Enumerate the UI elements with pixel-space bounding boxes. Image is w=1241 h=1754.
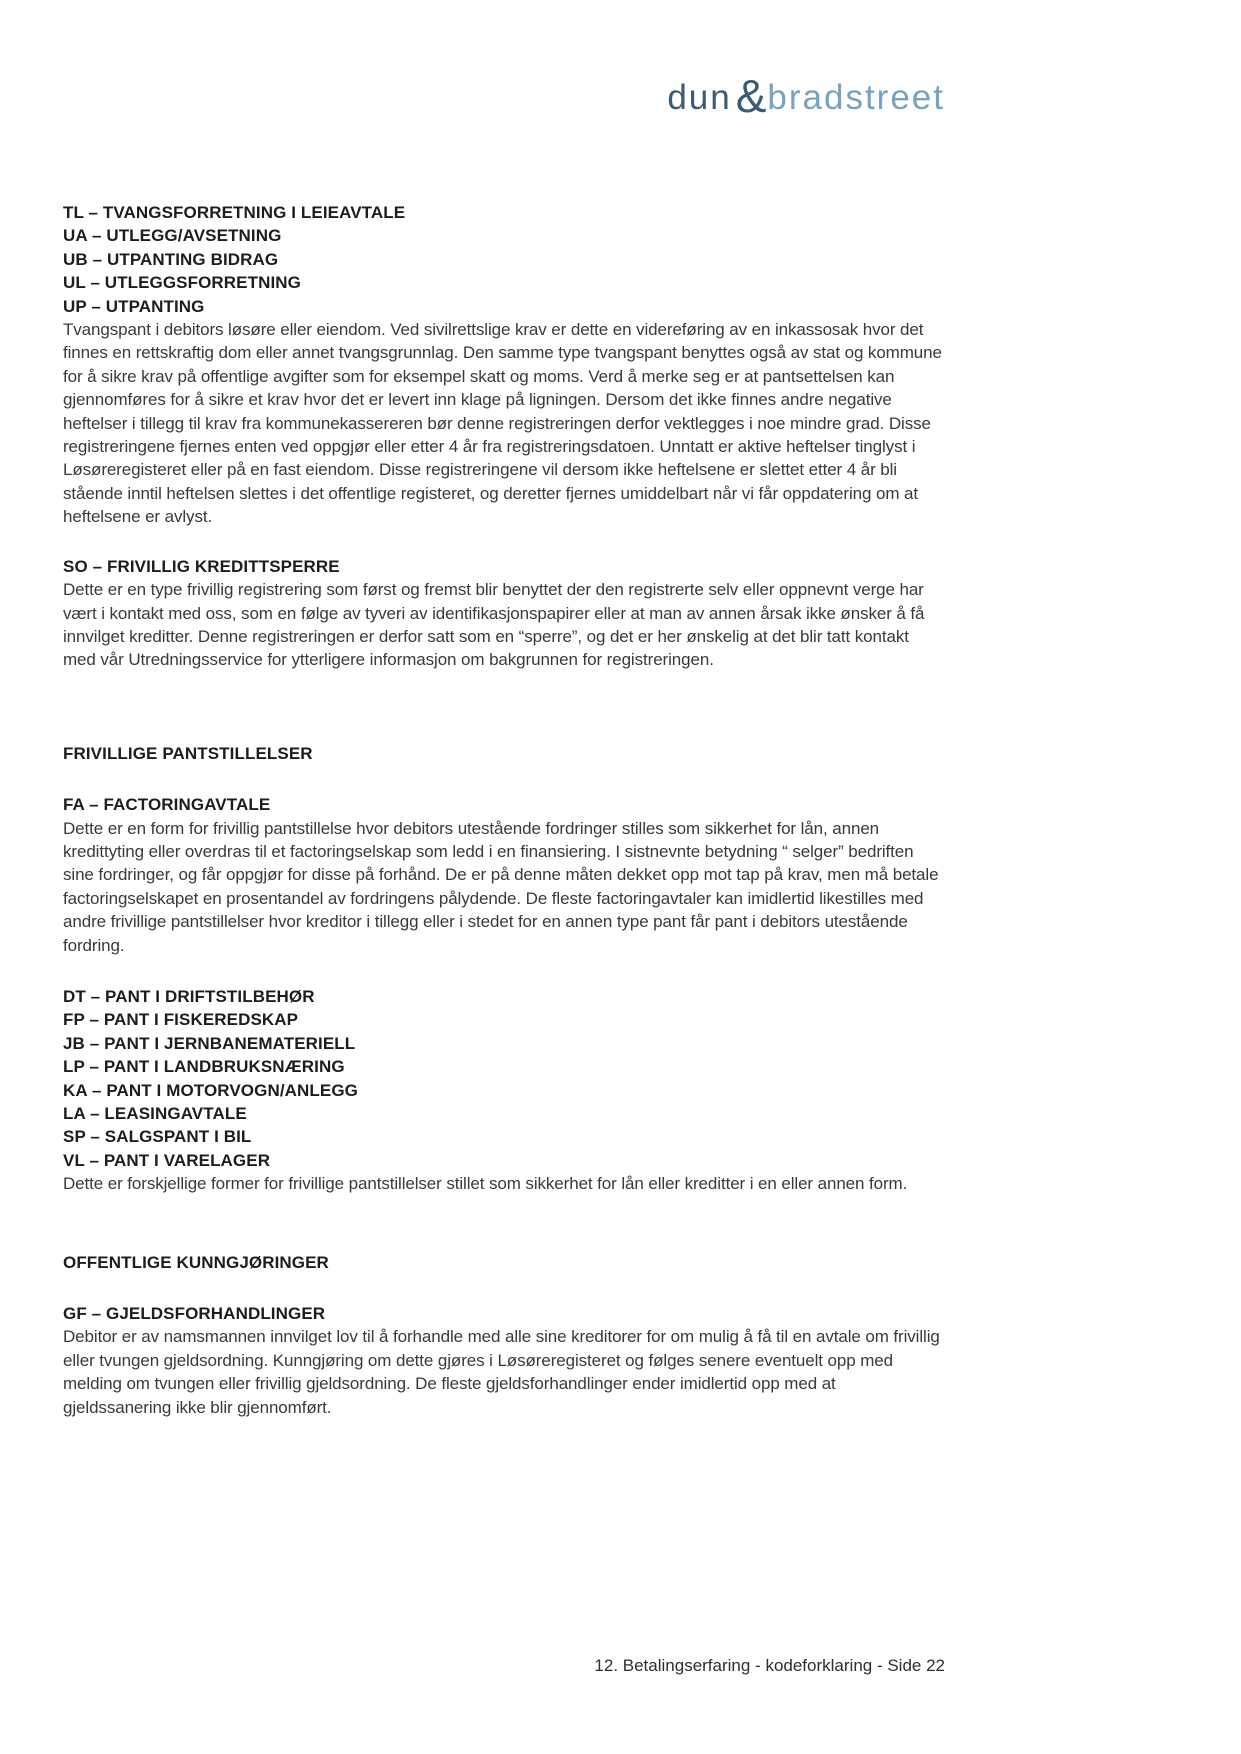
gf-paragraph: Debitor er av namsmannen innvilget lov til å forhandle med alle sine kreditorer for om mulig å få til en avtale om frivillig eller tvungen gjeldsordning. Kunngjøring om dette gjøres i Løsøreregisteret og følges senere eventuelt opp med melding om tvungen eller frivillig gjeldsordning. De fleste gjeldsforhandlinger ender imidlertid opp med at gjeldssanering ikke blir gjennomført. (63, 1327, 940, 1417)
code-line-lp: LP – PANT I LANDBRUKSNÆRING (63, 1057, 345, 1077)
code-line-la: LA – LEASINGAVTALE (63, 1104, 247, 1123)
logo-ampersand-icon: & (735, 70, 767, 122)
code-line-tl: TL – TVANGSFORRETNING I LEIEAVTALE (63, 203, 406, 222)
fa-paragraph: Dette er en form for frivillig pantstillelse hvor debitors utestående fordringer stilles som sikkerhet for lån, annen kredittyting eller overdras til et factoringselskap som ledd i en finansiering. I sistnevnte betydning “ selger” bedriften sine fordringer, og får oppgjør for disse på forhånd. De er på denne måten dekket opp mot tap på krav, men må betale factoringselskapet en prosentandel av fordringens pålydende. De fleste factoringavtaler kan imidlertid likestilles med andre frivillige pantstillelser hvor kreditor i tillegg eller i stedet for en annen type pant får pant i debitors utestående fordring. (63, 818, 939, 955)
voluntary-section-heading: FRIVILLIGE PANTSTILLELSER (63, 743, 313, 763)
enforcement-code-list (63, 201, 943, 318)
code-line-dt: DT – PANT I DRIFTSTILBEHØR (63, 986, 315, 1006)
code-line-ka: KA – PANT I MOTORVOGN/ANLEGG (63, 1080, 358, 1100)
code-line-jb: JB – PANT I JERNBANEMATERIELL (63, 1033, 356, 1053)
page-footer: 12. Betalingserfaring - kodeforklaring - Side 22 (594, 1656, 945, 1675)
code-line-ub: UB – UTPANTING BIDRAG (63, 249, 279, 269)
so-paragraph: Dette er en type frivillig registrering som først og fremst blir benyttet der den registrerte selv eller oppnevnt verge har vært i kontakt med oss, som en følge av tyveri av identifikasjonspapirer eller at man av annen årsak ikke ønsker å få innvilget kreditter. Denne registreringen er derfor satt som en “sperre”, og det er her ønskelig at det blir tatt kontakt med vår Utredningsservice for ytterligere informasjon om bakgrunnen for registreringen. (63, 580, 925, 670)
voluntary-paragraph: Dette er forskjellige former for frivillige pantstillelser stillet som sikkerhet for lån eller kreditter i en eller annen form. (63, 1174, 908, 1194)
logo-text-dun: dun (667, 78, 732, 117)
public-section-heading: OFFENTLIGE KUNNGJØRINGER (63, 1252, 329, 1272)
code-line-ul: UL – UTLEGGSFORRETNING (63, 273, 302, 293)
gf-heading: GF – GJELDSFORHANDLINGER (63, 1304, 326, 1324)
logo-text-bradstreet: bradstreet (767, 78, 945, 117)
fa-heading: FA – FACTORINGAVTALE (63, 795, 271, 815)
document-body (63, 201, 943, 1419)
code-line-fp: FP – PANT I FISKEREDSKAP (63, 1010, 299, 1030)
code-line-up: UP – UTPANTING (63, 296, 205, 316)
so-heading: SO – FRIVILLIG KREDITTSPERRE (63, 556, 340, 576)
code-line-vl: VL – PANT I VARELAGER (63, 1150, 271, 1170)
dun-bradstreet-logo (667, 66, 945, 120)
voluntary-code-list (63, 985, 943, 1172)
code-line-sp: SP – SALGSPANT I BIL (63, 1127, 252, 1147)
enforcement-paragraph: Tvangspant i debitors løsøre eller eiendom. Ved sivilrettslige krav er dette en videreføring av en inkassosak hvor det finnes en rettskraftig dom eller annet tvangsgrunnlag. Den samme type tvangspant benyttes også av stat og kommune for å sikre krav på offentlige avgifter som for eksempel skatt og moms. Verd å merke seg er at pantsettelsen kan gjennomføres for å sikre et krav hvor det er levert inn klage på ligningen. Dersom det ikke finnes andre negative heftelser i tillegg til krav fra kommunekassereren bør denne registreringen derfor vektlegges i noe mindre grad. Disse registreringene fjernes enten ved oppgjør eller etter 4 år fra registreringsdatoen. Unntatt er aktive heftelser tinglyst i Løsøreregisteret eller på en fast eiendom. Disse registreringene vil dersom ikke heftelsene er slettet etter 4 år bli stående inntil heftelsen slettes i det offentlige registeret, og deretter fjernes umiddelbart når vi får oppdatering om at heftelsene er avlyst. (63, 320, 942, 527)
code-line-ua: UA – UTLEGG/AVSETNING (63, 226, 282, 246)
